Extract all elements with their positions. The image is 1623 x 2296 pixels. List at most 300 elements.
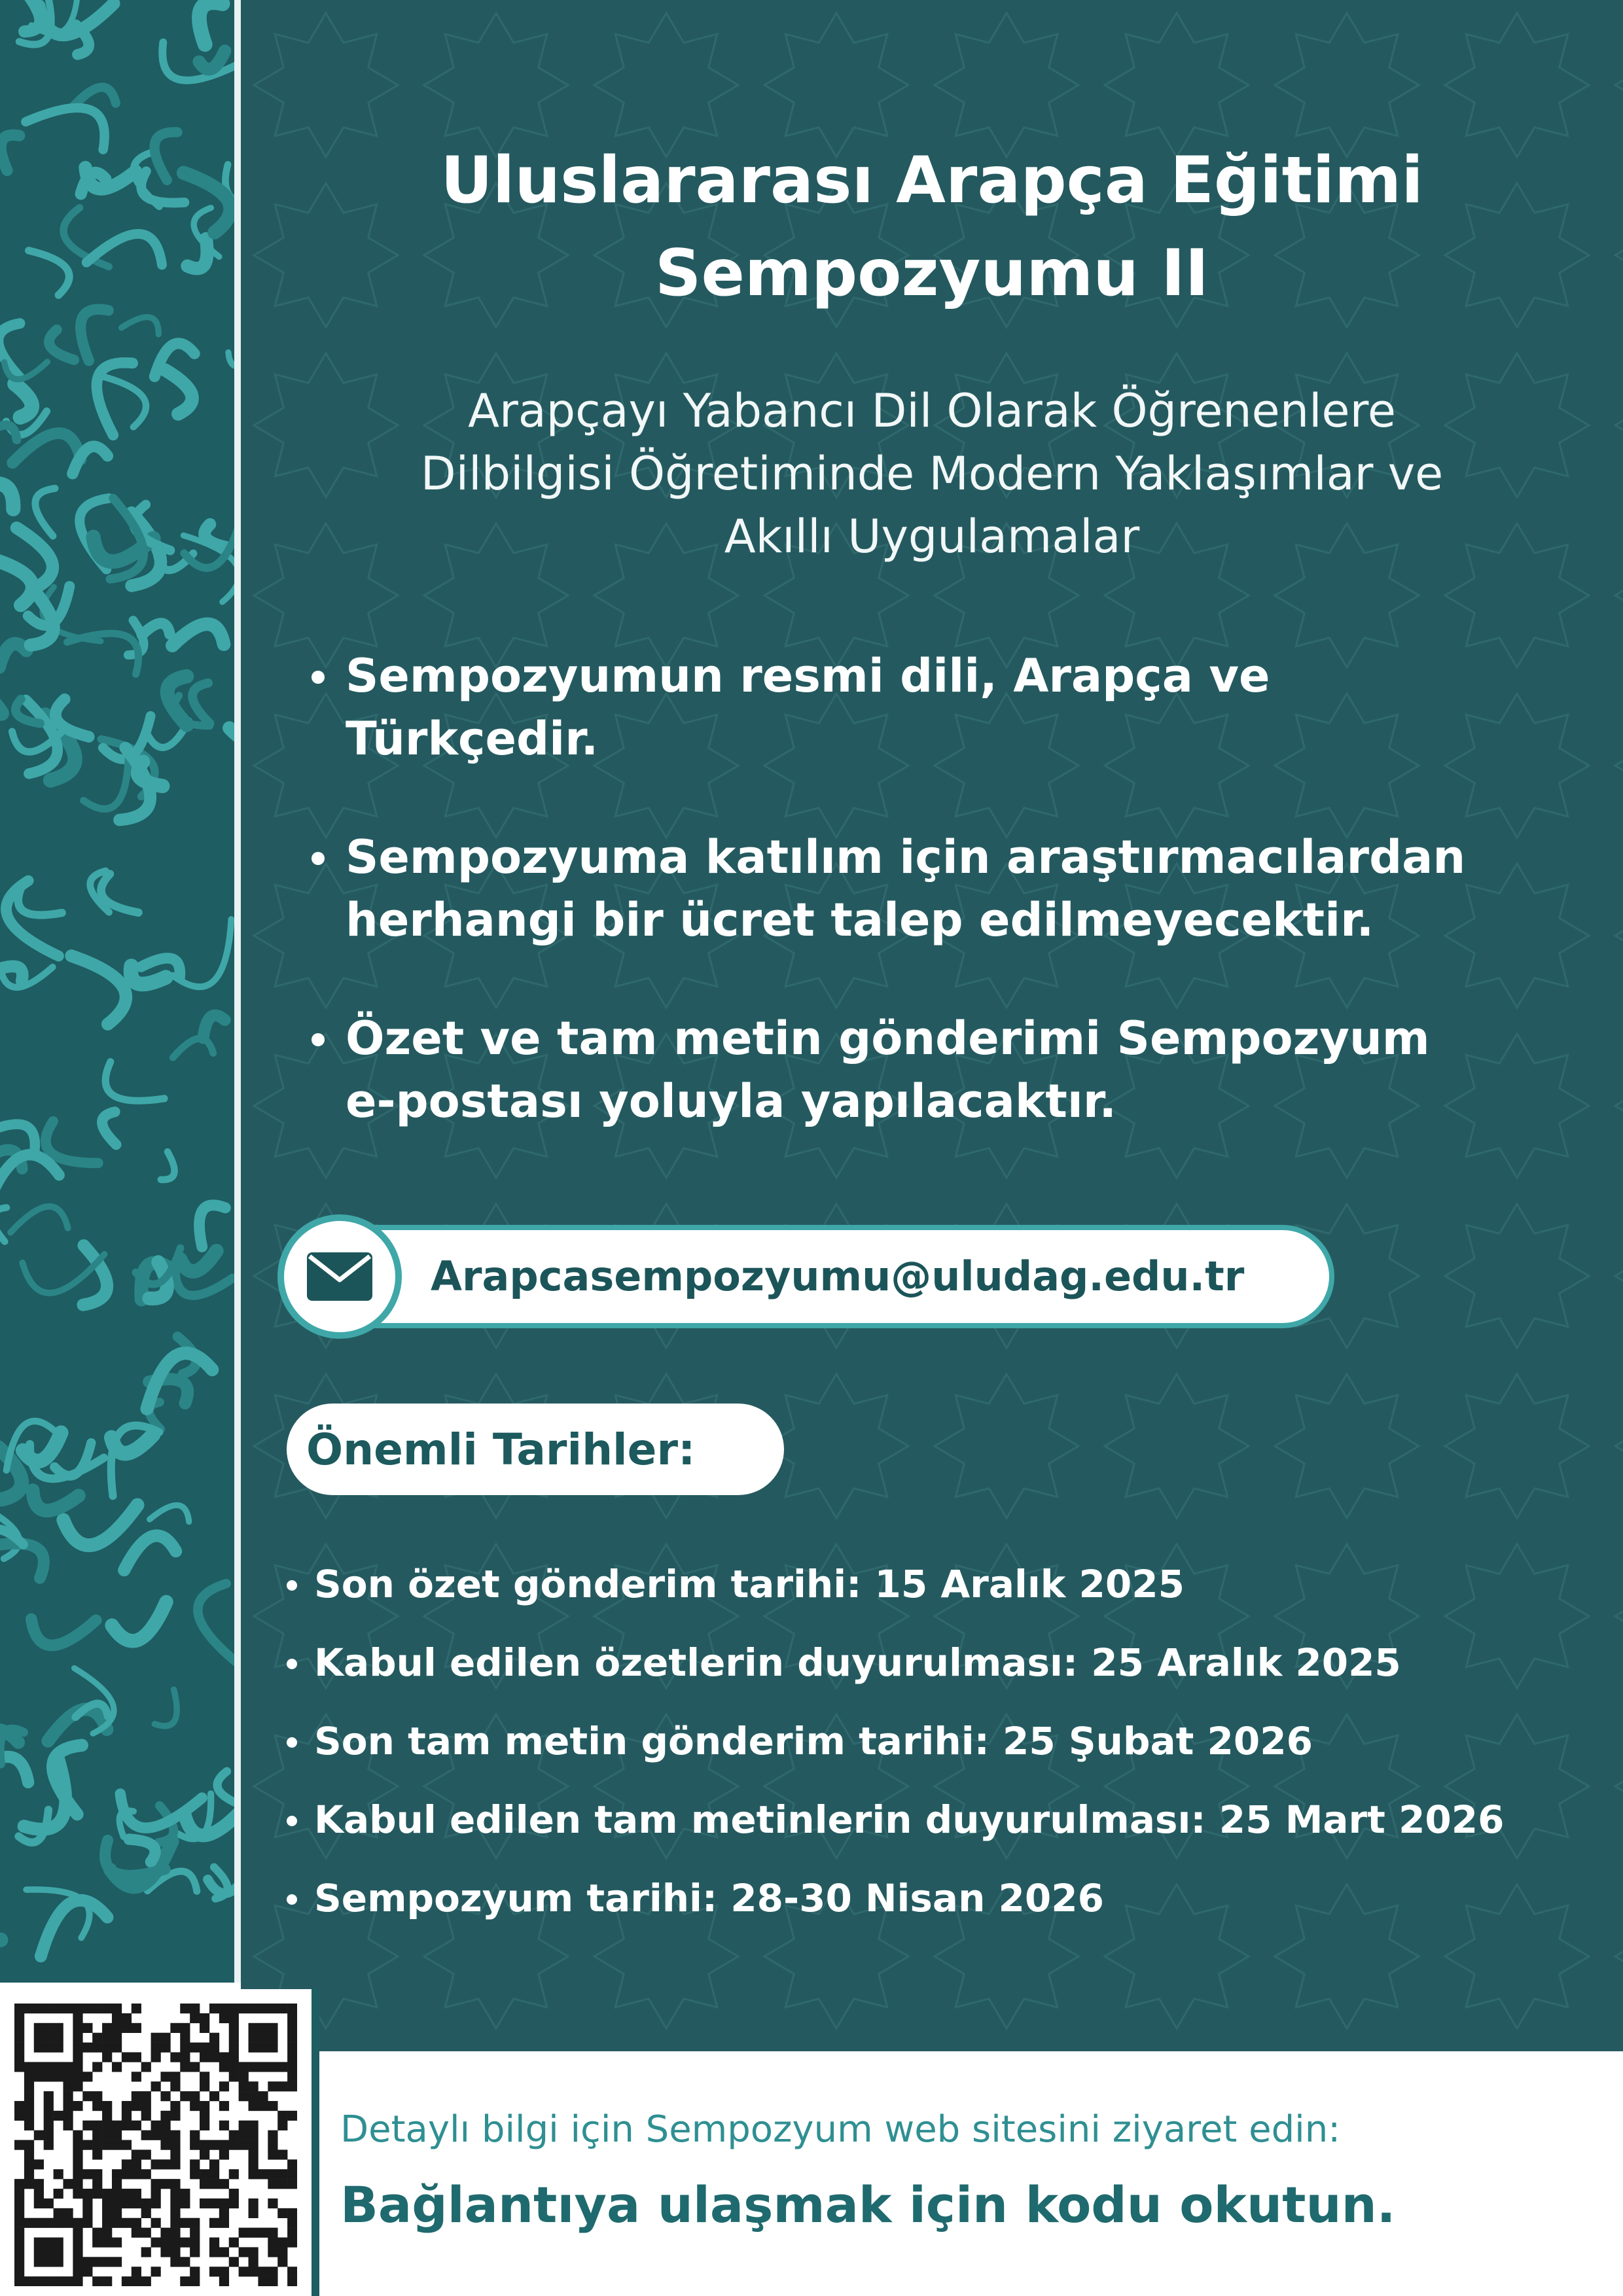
- calligraphy-stroke: [199, 3, 223, 44]
- qr-module: [14, 2101, 24, 2111]
- qr-module: [219, 2004, 229, 2013]
- qr-module: [268, 2169, 277, 2179]
- calligraphy-stroke: [198, 1583, 234, 1663]
- qr-module: [92, 2091, 102, 2101]
- qr-module: [132, 2159, 141, 2169]
- qr-module: [44, 2199, 54, 2208]
- qr-module: [92, 2189, 102, 2199]
- qr-module: [92, 2121, 102, 2130]
- calligraphy-stroke: [142, 624, 170, 635]
- qr-module: [258, 2276, 268, 2286]
- qr-module: [249, 2247, 259, 2257]
- qr-module: [249, 2169, 259, 2179]
- qr-module: [287, 2179, 297, 2189]
- qr-module: [229, 2004, 239, 2013]
- qr-module: [73, 2023, 82, 2033]
- qr-module: [258, 2101, 268, 2111]
- qr-module: [92, 2169, 102, 2179]
- qr-module: [209, 2004, 219, 2013]
- qr-module: [219, 2140, 229, 2150]
- qr-module: [287, 2033, 297, 2043]
- qr-module: [160, 2072, 170, 2081]
- qr-module: [170, 2081, 180, 2091]
- qr-module: [73, 2267, 82, 2276]
- qr-module: [73, 2072, 82, 2081]
- qr-module: [151, 2052, 161, 2062]
- qr-module: [73, 2052, 82, 2062]
- qr-module: [54, 2004, 63, 2013]
- qr-module: [249, 2140, 259, 2150]
- qr-module: [160, 2159, 170, 2169]
- strip-divider: [234, 0, 241, 1983]
- qr-module: [190, 2062, 200, 2072]
- qr-module: [92, 2004, 102, 2013]
- qr-module: [170, 2247, 180, 2257]
- qr-module: [151, 2179, 161, 2189]
- qr-module: [73, 2043, 82, 2053]
- qr-module: [122, 2276, 132, 2286]
- qr-module: [34, 2159, 44, 2169]
- qr-module: [112, 2199, 122, 2208]
- qr-module: [24, 2081, 34, 2091]
- qr-module: [44, 2247, 54, 2257]
- qr-module: [102, 2023, 112, 2033]
- qr-module: [200, 2081, 209, 2091]
- qr-module: [200, 2169, 209, 2179]
- qr-module: [14, 2208, 24, 2218]
- qr-module: [219, 2276, 229, 2286]
- qr-module: [24, 2276, 34, 2286]
- qr-module: [239, 2228, 249, 2238]
- qr-module: [34, 2218, 44, 2228]
- calligraphy-stroke: [24, 0, 40, 31]
- qr-module: [34, 2043, 44, 2053]
- qr-module: [277, 2004, 287, 2013]
- qr-module: [34, 2004, 44, 2013]
- qr-module: [277, 2238, 287, 2248]
- qr-module: [190, 2247, 200, 2257]
- qr-module: [92, 2043, 102, 2053]
- qr-module: [141, 2199, 151, 2208]
- qr-module: [82, 2004, 92, 2013]
- qr-module: [122, 2013, 132, 2023]
- qr-module: [14, 2179, 24, 2189]
- qr-module: [112, 2238, 122, 2248]
- qr-module: [92, 2238, 102, 2248]
- page-subtitle: [241, 380, 1623, 568]
- qr-module: [287, 2072, 297, 2081]
- qr-module: [229, 2052, 239, 2062]
- calligraphy-stroke: [228, 353, 234, 367]
- qr-module: [141, 2247, 151, 2257]
- calligraphy-stroke: [173, 1038, 213, 1057]
- qr-module: [170, 2072, 180, 2081]
- qr-module: [268, 2276, 277, 2286]
- qr-module: [63, 2004, 73, 2013]
- qr-module: [112, 2189, 122, 2199]
- bullet-line: Sempozyuma katılım için araştırmacılardan: [346, 830, 1466, 884]
- qr-module: [63, 2081, 73, 2091]
- qr-module: [200, 2179, 209, 2189]
- qr-module: [112, 2208, 122, 2218]
- calligraphy-stroke: [105, 1062, 164, 1101]
- bullet-line: Özet ve tam metin gönderimi Sempozyum: [346, 1012, 1430, 1065]
- qr-module: [102, 2199, 112, 2208]
- pattern-star: [1105, 1374, 1249, 1518]
- qr-module: [34, 2072, 44, 2081]
- qr-module: [73, 2081, 82, 2091]
- qr-module: [180, 2091, 190, 2101]
- qr-module: [132, 2101, 141, 2111]
- qr-module: [141, 2228, 151, 2238]
- qr-module: [219, 2267, 229, 2276]
- qr-module: [151, 2267, 161, 2276]
- qr-module: [92, 2062, 102, 2072]
- qr-module: [112, 2257, 122, 2267]
- qr-module: [229, 2023, 239, 2033]
- qr-module: [24, 2091, 34, 2101]
- qr-module: [132, 2149, 141, 2159]
- qr-module: [24, 2159, 34, 2169]
- qr-module: [54, 2072, 63, 2081]
- qr-module: [141, 2130, 151, 2140]
- pattern-star: [1615, 1544, 1623, 1688]
- qr-module: [132, 2091, 141, 2101]
- qr-module: [239, 2267, 249, 2276]
- qr-module: [63, 2276, 73, 2286]
- qr-module: [170, 2101, 180, 2111]
- qr-module: [239, 2072, 249, 2081]
- qr-module: [200, 2023, 209, 2033]
- date-item: Son tam metin gönderim tarihi: 25 Şubat 2026: [281, 1718, 1610, 1765]
- qr-module: [34, 2130, 44, 2140]
- qr-module: [102, 2257, 112, 2267]
- qr-module: [112, 2218, 122, 2228]
- qr-module: [54, 2257, 63, 2267]
- qr-module: [258, 2228, 268, 2238]
- qr-module: [200, 2121, 209, 2130]
- qr-module: [63, 2121, 73, 2130]
- qr-module: [258, 2062, 268, 2072]
- qr-module: [209, 2267, 219, 2276]
- footer-info-text: Detaylı bilgi için Sempozyum web sitesini ziyaret edin:: [340, 2108, 1341, 2151]
- calligraphy-stroke: [172, 624, 224, 646]
- qr-module: [132, 2228, 141, 2238]
- qr-module: [287, 2062, 297, 2072]
- qr-module: [170, 2023, 180, 2033]
- qr-module: [122, 2169, 132, 2179]
- qr-module: [102, 2228, 112, 2238]
- calligraphy-stroke: [0, 560, 33, 605]
- qr-module: [258, 2091, 268, 2101]
- qr-module: [200, 2101, 209, 2111]
- qr-module: [258, 2267, 268, 2276]
- qr-module: [82, 2218, 92, 2228]
- qr-module: [63, 2091, 73, 2101]
- qr-module: [82, 2169, 92, 2179]
- qr-module: [160, 2247, 170, 2257]
- qr-module: [44, 2043, 54, 2053]
- date-item: Kabul edilen özetlerin duyurulması: 25 Aralık 2025: [281, 1639, 1610, 1686]
- qr-module: [54, 2238, 63, 2248]
- bullet-item: [306, 826, 1602, 951]
- qr-module: [229, 2130, 239, 2140]
- qr-module: [73, 2228, 82, 2238]
- pattern-star: [1615, 1204, 1623, 1348]
- qr-module: [190, 2101, 200, 2111]
- qr-module: [200, 2149, 209, 2159]
- qr-module: [287, 2238, 297, 2248]
- qr-module: [268, 2043, 277, 2053]
- qr-module: [170, 2189, 180, 2199]
- qr-module: [92, 2228, 102, 2238]
- qr-module: [102, 2121, 112, 2130]
- qr-module: [277, 2169, 287, 2179]
- qr-module: [277, 2257, 287, 2267]
- calligraphy-stroke: [102, 1112, 116, 1144]
- title-line-1: Uluslararası Arapça Eğitimi: [440, 143, 1423, 218]
- qr-module: [287, 2023, 297, 2033]
- qr-module: [160, 2043, 170, 2053]
- qr-module: [190, 2043, 200, 2053]
- qr-module: [112, 2130, 122, 2140]
- dates-heading: Önemli Tarihler:: [306, 1424, 696, 1475]
- qr-module: [160, 2033, 170, 2043]
- qr-module: [277, 2208, 287, 2218]
- calligraphy-stroke: [23, 1433, 61, 1462]
- qr-module: [24, 2111, 34, 2121]
- qr-module: [249, 2043, 259, 2053]
- qr-module: [44, 2091, 54, 2101]
- qr-module: [92, 2276, 102, 2286]
- calligraphy-stroke: [41, 1900, 107, 1956]
- calligraphy-stroke: [80, 309, 109, 361]
- qr-module: [249, 2159, 259, 2169]
- pattern-star: [1615, 1034, 1623, 1178]
- qr-module: [200, 2199, 209, 2208]
- qr-module: [92, 2140, 102, 2150]
- qr-module: [249, 2208, 259, 2218]
- calligraphy-stroke: [35, 488, 55, 536]
- qr-module: [82, 2121, 92, 2130]
- qr-module: [258, 2004, 268, 2013]
- qr-module: [277, 2121, 287, 2130]
- calligraphy-stroke: [10, 1207, 68, 1233]
- qr-module: [82, 2072, 92, 2081]
- qr-module: [209, 2247, 219, 2257]
- qr-module: [92, 2130, 102, 2140]
- qr-module: [249, 2033, 259, 2043]
- calligraphy-stroke: [49, 330, 74, 360]
- pattern-star: [1275, 1374, 1419, 1518]
- qr-module: [14, 2140, 24, 2150]
- qr-module: [180, 2276, 190, 2286]
- qr-module: [112, 2169, 122, 2179]
- qr-module: [92, 2033, 102, 2043]
- qr-module: [287, 2267, 297, 2276]
- qr-module: [63, 2062, 73, 2072]
- qr-module: [160, 2121, 170, 2130]
- pattern-star: [1615, 1714, 1623, 1858]
- qr-module: [54, 2208, 63, 2218]
- qr-module: [170, 2052, 180, 2062]
- footer-cta-text: Bağlantıya ulaşmak için kodu okutun.: [340, 2176, 1396, 2234]
- qr-module: [151, 2130, 161, 2140]
- qr-module: [122, 2121, 132, 2130]
- qr-module: [151, 2043, 161, 2053]
- qr-module: [73, 2149, 82, 2159]
- qr-module: [229, 2033, 239, 2043]
- qr-module: [112, 2004, 122, 2013]
- qr-module: [219, 2218, 229, 2228]
- qr-module: [249, 2149, 259, 2159]
- qr-module: [122, 2199, 132, 2208]
- email-address-link[interactable]: Arapcasempozyumu@uludag.edu.tr: [431, 1252, 1245, 1300]
- qr-module: [73, 2257, 82, 2267]
- qr-module: [54, 2023, 63, 2033]
- qr-module: [54, 2189, 63, 2199]
- qr-module: [160, 2130, 170, 2140]
- pattern-star: [1445, 1204, 1589, 1348]
- qr-module: [268, 2267, 277, 2276]
- qr-module: [287, 2004, 297, 2013]
- qr-module: [170, 2218, 180, 2228]
- qr-module: [112, 2043, 122, 2053]
- qr-module: [258, 2033, 268, 2043]
- qr-module: [287, 2081, 297, 2091]
- qr-module: [73, 2004, 82, 2013]
- qr-module: [82, 2189, 92, 2199]
- qr-module: [73, 2238, 82, 2248]
- qr-module: [73, 2033, 82, 2043]
- qr-module: [122, 2159, 132, 2169]
- qr-module: [73, 2101, 82, 2111]
- qr-module: [180, 2033, 190, 2043]
- qr-module: [151, 2121, 161, 2130]
- pattern-star: [1615, 1374, 1623, 1518]
- qr-module: [102, 2276, 112, 2286]
- qr-module: [151, 2081, 161, 2091]
- pattern-star: [1615, 694, 1623, 838]
- calligraphy-stroke: [63, 1505, 137, 1545]
- qr-module: [44, 2023, 54, 2033]
- qr-module: [102, 2111, 112, 2121]
- qr-module: [287, 2169, 297, 2179]
- qr-module: [287, 2043, 297, 2053]
- qr-module: [209, 2033, 219, 2043]
- calligraphy-stroke: [46, 1122, 98, 1163]
- subtitle-line-1: Arapçayı Yabancı Dil Olarak Öğrenenlere: [468, 384, 1396, 438]
- qr-module: [160, 2228, 170, 2238]
- qr-module: [82, 2257, 92, 2267]
- calligraphy-stroke: [192, 683, 209, 724]
- qr-module: [73, 2169, 82, 2179]
- calligraphy-stroke: [14, 384, 31, 417]
- qr-module: [170, 2238, 180, 2248]
- qr-module: [209, 2052, 219, 2062]
- qr-module: [249, 2062, 259, 2072]
- qr-module: [63, 2218, 73, 2228]
- calligraphy-pattern: [0, 0, 234, 1983]
- qr-module: [170, 2149, 180, 2159]
- qr-module: [132, 2052, 141, 2062]
- qr-module: [219, 2062, 229, 2072]
- qr-module: [268, 2130, 277, 2140]
- qr-module: [102, 2130, 112, 2140]
- qr-module: [268, 2140, 277, 2150]
- qr-module: [112, 2140, 122, 2150]
- qr-module: [63, 2179, 73, 2189]
- qr-module: [92, 2101, 102, 2111]
- qr-module: [14, 2111, 24, 2121]
- qr-module: [200, 2013, 209, 2023]
- qr-module: [249, 2199, 259, 2208]
- qr-module: [14, 2004, 24, 2013]
- qr-module: [209, 2238, 219, 2248]
- calligraphy-stroke: [0, 697, 2, 735]
- footer-box: [319, 2051, 1623, 2296]
- calligraphy-stroke: [204, 1016, 225, 1038]
- qr-module: [249, 2228, 259, 2238]
- date-item: Kabul edilen tam metinlerin duyurulması: 25 Mart 2026: [281, 1796, 1610, 1843]
- qr-module: [122, 2052, 132, 2062]
- qr-module: [151, 2159, 161, 2169]
- qr-module: [219, 2101, 229, 2111]
- qr-module: [24, 2169, 34, 2179]
- qr-module: [73, 2013, 82, 2023]
- qr-module: [219, 2081, 229, 2091]
- qr-module: [122, 2111, 132, 2121]
- qr-module: [132, 2276, 141, 2286]
- qr-module: [180, 2062, 190, 2072]
- calligraphy-stroke: [161, 1152, 175, 1180]
- subtitle-line-2: Dilbilgisi Öğretiminde Modern Yaklaşımlar ve: [420, 447, 1444, 501]
- qr-module: [82, 2140, 92, 2150]
- qr-module: [112, 2023, 122, 2033]
- qr-module: [219, 2013, 229, 2023]
- qr-module: [82, 2199, 92, 2208]
- qr-module: [239, 2004, 249, 2013]
- qr-module: [249, 2101, 259, 2111]
- calligraphy-stroke: [33, 1491, 79, 1511]
- qr-module: [239, 2081, 249, 2091]
- qr-module: [209, 2140, 219, 2150]
- qr-code-icon[interactable]: [0, 1989, 312, 2296]
- qr-module: [190, 2159, 200, 2169]
- qr-module: [44, 2238, 54, 2248]
- qr-module: [249, 2257, 259, 2267]
- qr-module: [190, 2218, 200, 2228]
- qr-module: [249, 2081, 259, 2091]
- qr-module: [229, 2199, 239, 2208]
- qr-module: [63, 2111, 73, 2121]
- qr-module: [170, 2130, 180, 2140]
- qr-module: [132, 2199, 141, 2208]
- calligraphy-stroke: [0, 484, 13, 509]
- qr-module: [180, 2238, 190, 2248]
- qr-module: [102, 2043, 112, 2053]
- calligraphy-stroke: [122, 317, 159, 334]
- qr-module: [132, 2218, 141, 2228]
- qr-module: [209, 2199, 219, 2208]
- calligraphy-stroke: [0, 1940, 2, 1983]
- main-panel: [241, 0, 1623, 2051]
- qr-module: [268, 2228, 277, 2238]
- qr-module: [44, 2111, 54, 2121]
- qr-module: [190, 2169, 200, 2179]
- qr-module: [14, 2276, 24, 2286]
- bullet-item: [306, 645, 1602, 770]
